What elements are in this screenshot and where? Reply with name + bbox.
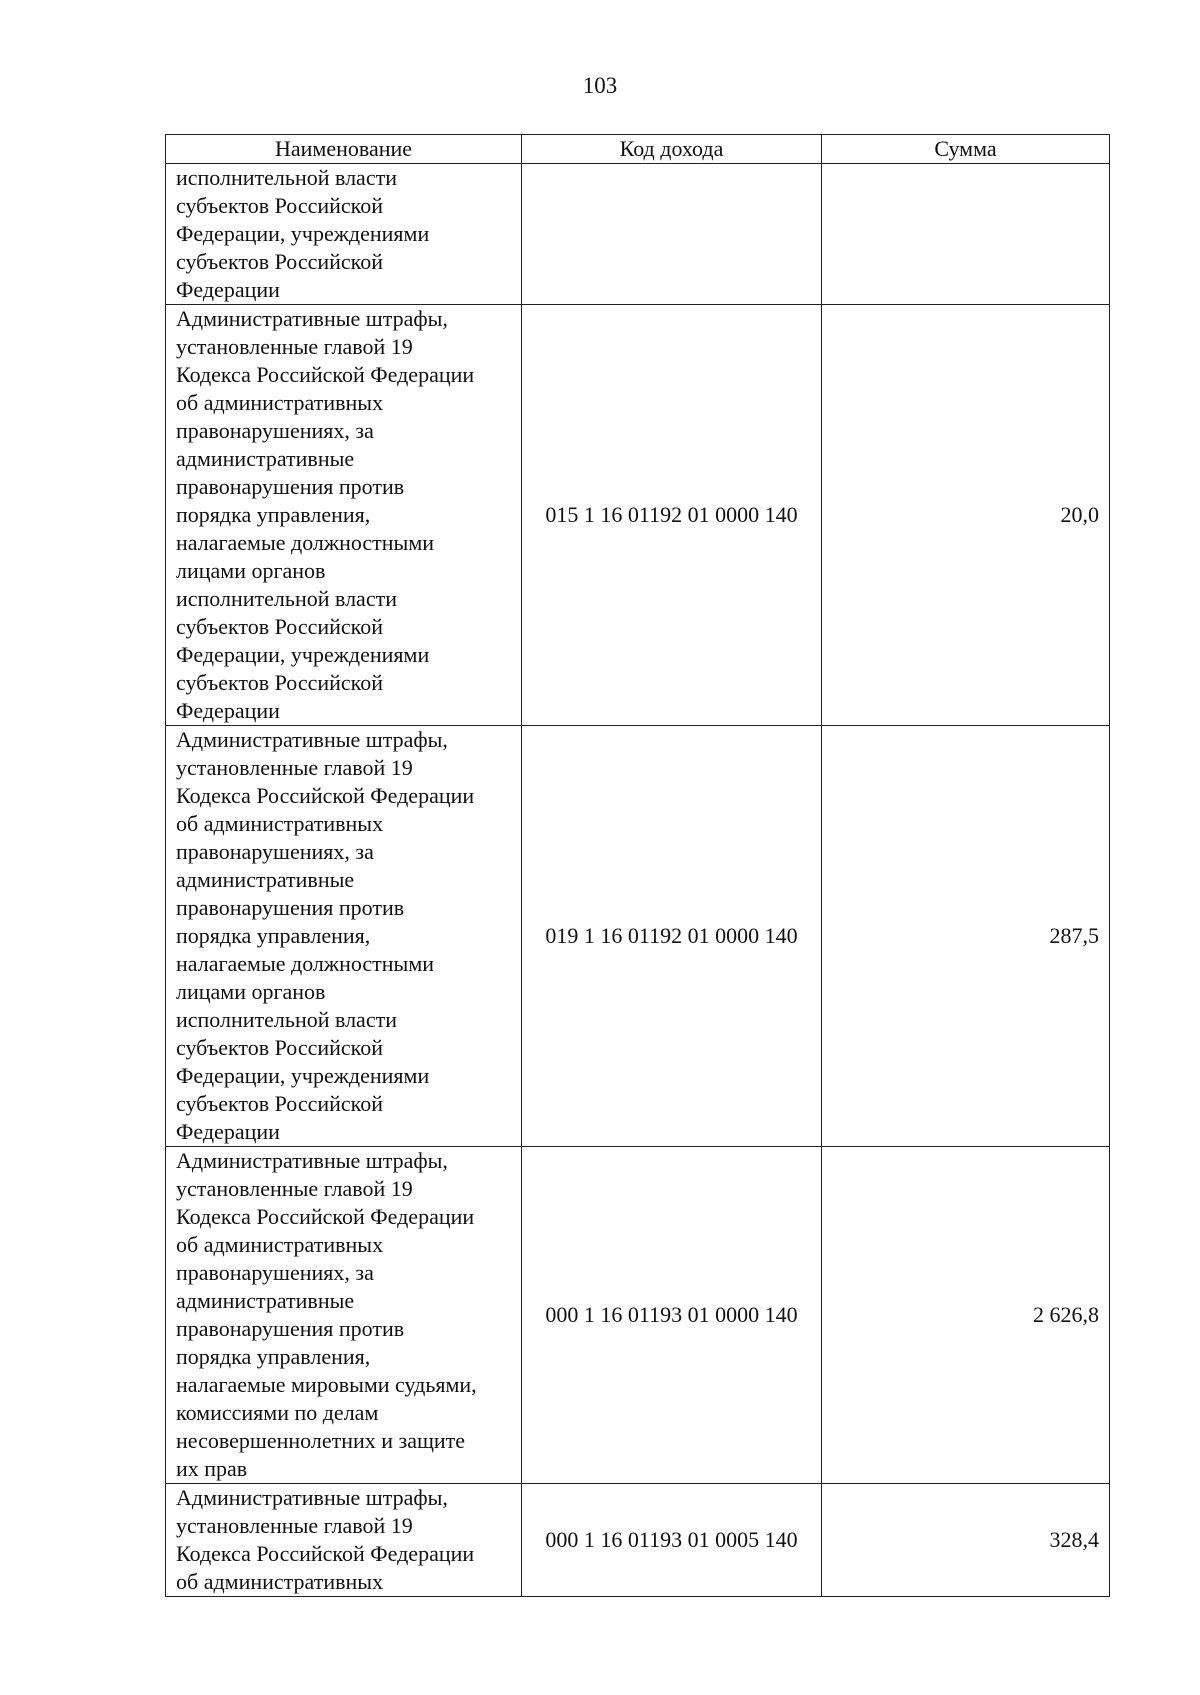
row-code: 000 1 16 01193 01 0005 140 bbox=[522, 1484, 822, 1597]
row-sum: 287,5 bbox=[822, 726, 1110, 1147]
row-name: Административные штрафы, установленные главой 19 Кодекса Российской Федерации об административных правонарушениях, за административные правонарушения против порядка управления, налагаемые должностными лицами органов исполнительной власти субъектов Российской Федерации, учреждениями субъектов Российской Федерации bbox=[166, 305, 522, 726]
row-sum bbox=[822, 164, 1110, 305]
row-code: 019 1 16 01192 01 0000 140 bbox=[522, 726, 822, 1147]
row-code: 000 1 16 01193 01 0000 140 bbox=[522, 1147, 822, 1484]
header-name: Наименование bbox=[166, 135, 522, 164]
row-name: Административные штрафы, установленные главой 19 Кодекса Российской Федерации об административных bbox=[166, 1484, 522, 1597]
row-sum: 2 626,8 bbox=[822, 1147, 1110, 1484]
row-sum: 328,4 bbox=[822, 1484, 1110, 1597]
header-sum: Сумма bbox=[822, 135, 1110, 164]
table-row bbox=[166, 305, 1110, 726]
table-header-row bbox=[166, 135, 1110, 164]
row-name: исполнительной власти субъектов Российской Федерации, учреждениями субъектов Российской Федерации bbox=[166, 164, 522, 305]
row-code: 015 1 16 01192 01 0000 140 bbox=[522, 305, 822, 726]
row-sum: 20,0 bbox=[822, 305, 1110, 726]
table-row bbox=[166, 726, 1110, 1147]
row-code bbox=[522, 164, 822, 305]
row-name: Административные штрафы, установленные главой 19 Кодекса Российской Федерации об административных правонарушениях, за административные правонарушения против порядка управления, налагаемые должностными лицами органов исполнительной власти субъектов Российской Федерации, учреждениями субъектов Российской Федерации bbox=[166, 726, 522, 1147]
header-code: Код дохода bbox=[522, 135, 822, 164]
table-row bbox=[166, 1484, 1110, 1597]
page-number: 103 bbox=[582, 73, 618, 98]
row-name: Административные штрафы, установленные главой 19 Кодекса Российской Федерации об административных правонарушениях, за административные правонарушения против порядка управления, налагаемые мировыми судьями, комиссиями по делам несовершеннолетних и защите их прав bbox=[166, 1147, 522, 1484]
table-row bbox=[166, 1147, 1110, 1484]
table-row bbox=[166, 164, 1110, 305]
income-table bbox=[165, 134, 1110, 1597]
